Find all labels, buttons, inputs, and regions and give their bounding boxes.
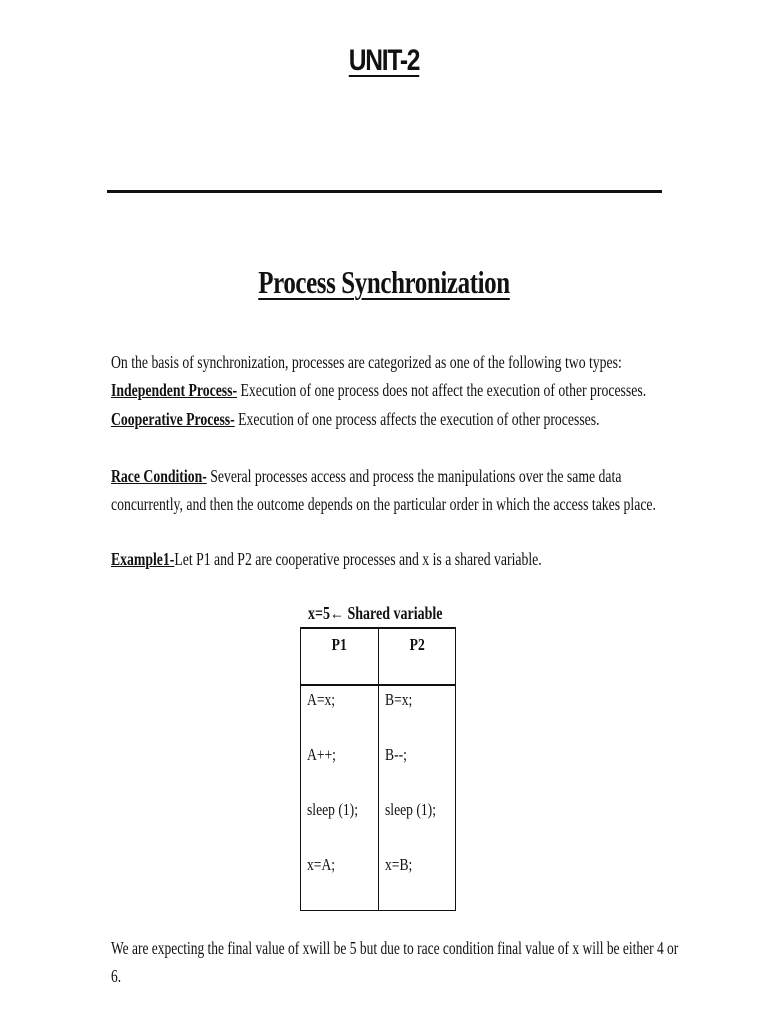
intro-paragraph: On the basis of synchronization, processes are categorized as one of the following two types:	[111, 352, 622, 372]
cooperative-process-text: Execution of one process affects the execution of other processes.	[234, 409, 600, 429]
p2-code-line: B=x;	[384, 690, 412, 709]
table-header-p1: P1	[301, 628, 379, 685]
example-term: Example1-	[111, 549, 175, 569]
race-condition-text-line1: Several processes access and process the manipulations over the same data	[206, 466, 622, 486]
p2-code-cell	[378, 685, 456, 911]
table-caption: x=5← Shared variable	[308, 603, 443, 623]
p1-code-line: x=A;	[307, 855, 336, 874]
p1-code-cell	[301, 685, 379, 911]
cooperative-process-definition	[111, 409, 600, 430]
race-condition-term: Race Condition-	[111, 466, 207, 486]
p1-code-line: A=x;	[307, 690, 336, 709]
p2-code-line: sleep (1);	[384, 800, 436, 819]
horizontal-rule	[107, 190, 662, 193]
p2-code-line: x=B;	[384, 855, 412, 874]
cooperative-process-term: Cooperative Process-	[111, 409, 235, 429]
race-condition-definition	[111, 466, 621, 487]
p1-code-line: A++;	[307, 745, 336, 764]
example-paragraph	[111, 549, 542, 570]
conclusion-line1: We are expecting the final value of xwill be 5 but due to race condition final value of x will be either 4 or	[111, 938, 679, 958]
unit-title: UNIT-2	[348, 44, 420, 77]
race-condition-text-line2: concurrently, and then the outcome depends on the particular order in which the access takes place.	[111, 494, 656, 514]
independent-process-text: Execution of one process does not affect the execution of other processes.	[237, 380, 647, 400]
table-header-p2: P2	[378, 628, 456, 685]
process-table	[300, 627, 456, 911]
independent-process-term: Independent Process-	[111, 380, 238, 400]
p2-code-line: B--;	[384, 745, 407, 764]
p1-code-line: sleep (1);	[307, 800, 358, 819]
conclusion-line2: 6.	[111, 966, 122, 986]
section-title: Process Synchronization	[258, 264, 510, 300]
example-text: Let P1 and P2 are cooperative processes and x is a shared variable.	[174, 549, 542, 569]
independent-process-definition	[111, 380, 646, 401]
